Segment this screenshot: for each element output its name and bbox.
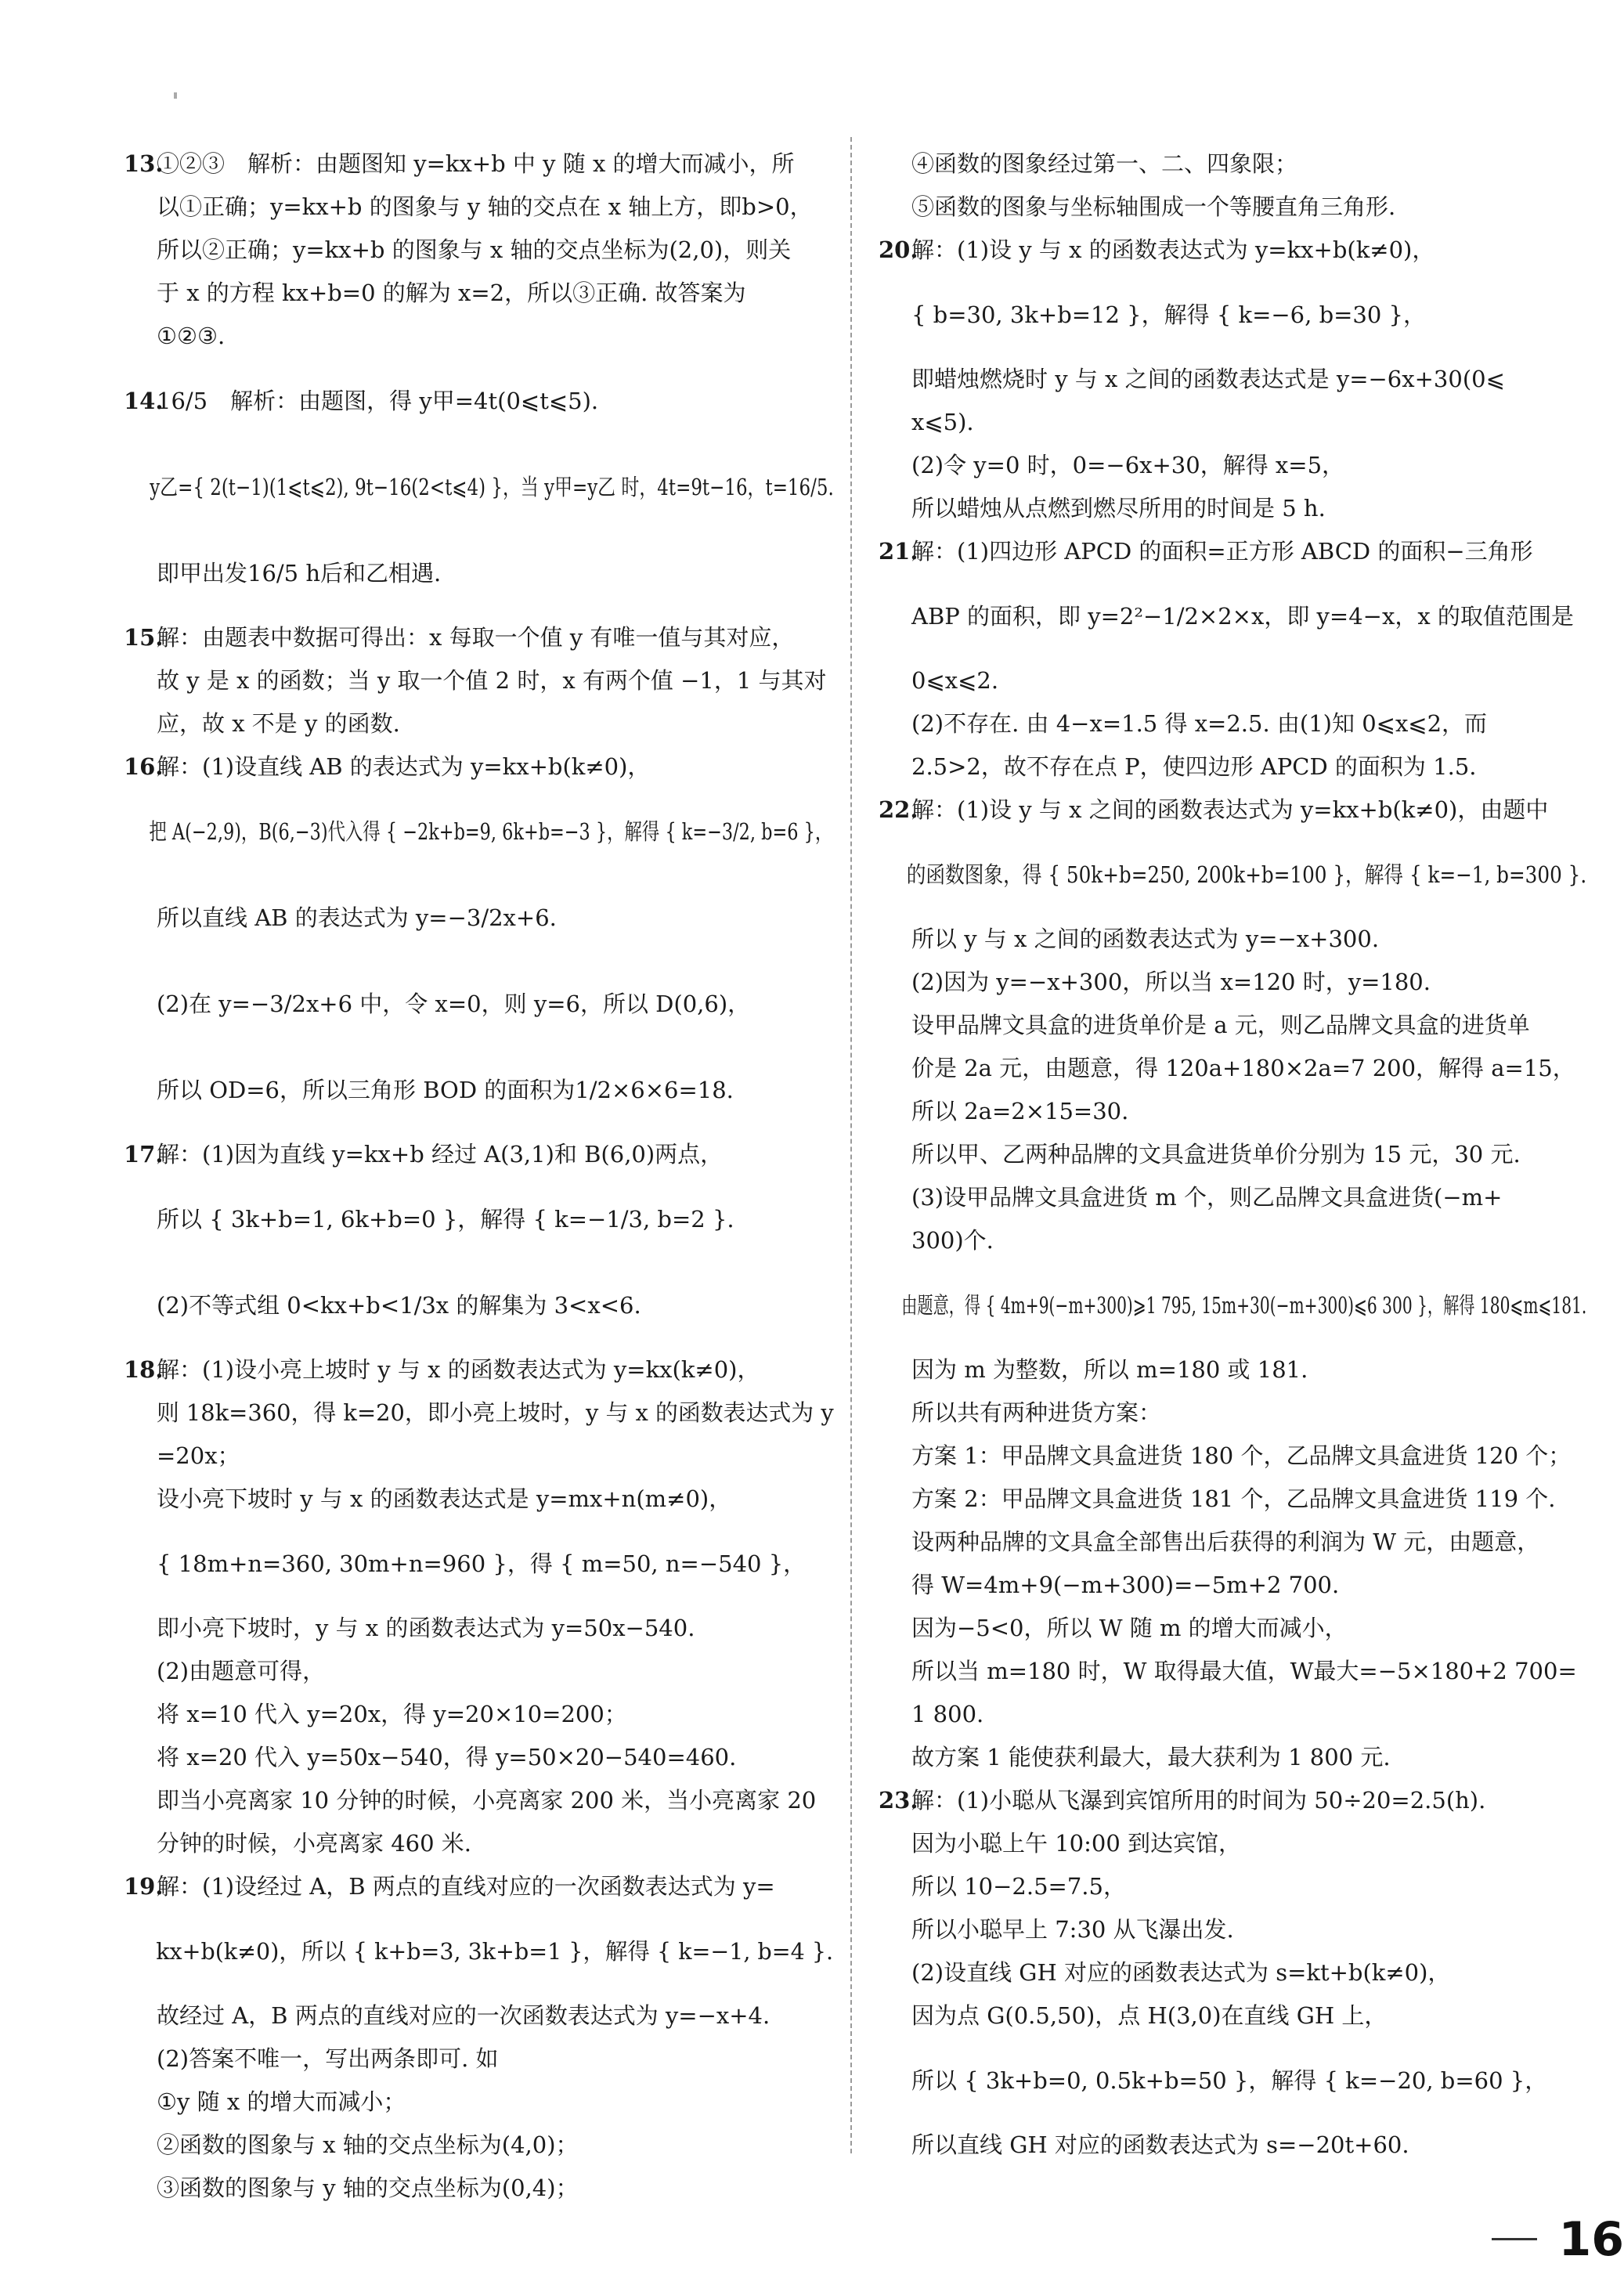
- solution-line: [879, 1564, 1586, 1607]
- problem-start-line: [879, 530, 1586, 573]
- column-divider: [850, 137, 852, 2153]
- problem-start-line: [124, 1865, 833, 1908]
- line-text: 分钟的时候，小亮离家 460 米.: [157, 1830, 472, 1857]
- line-text: (2)在 y=−3/2x+6 中，令 x=0，则 y=6，所以 D(0,6)，: [157, 990, 751, 1017]
- line-text: 所以蜡烛从点燃到燃尽所用的时间是 5 h.: [911, 495, 1326, 522]
- line-text: 所以小聪早上 7:30 从飞瀑出发.: [911, 1916, 1234, 1943]
- solution-line: [124, 2167, 833, 2210]
- solution-line: [124, 875, 833, 961]
- problem-number: 17.: [124, 1141, 164, 1168]
- line-text: ③函数的图象与 y 轴的交点坐标为(0,4)；: [157, 2175, 579, 2201]
- problem-number: 23.: [879, 1787, 918, 1814]
- solution-line: [124, 702, 833, 745]
- solution-line: [879, 1951, 1586, 1994]
- line-text: 因为−5<0，所以 W 随 m 的增大而减小，: [911, 1615, 1348, 1641]
- solution-line: [879, 444, 1586, 487]
- solution-line: [879, 1908, 1586, 1951]
- line-text: (2)因为 y=−x+300，所以当 x=120 时，y=180.: [911, 969, 1431, 995]
- line-text: 方案 2：甲品牌文具盒进货 181 个，乙品牌文具盒进货 119 个.: [911, 1485, 1556, 1512]
- solution-line: [879, 186, 1586, 229]
- solution-line: [124, 1908, 834, 1994]
- line-text: 把 A(−2,9)，B(6,−3)代入得 { −2k+b=9, 6k+b=−3 }，解得 { k=−3/2, b=6 }，: [149, 818, 833, 845]
- line-text: 故方案 1 能使获利最大，最大获利为 1 800 元.: [911, 1744, 1391, 1770]
- line-text: 所以 { 3k+b=0, 0.5k+b=50 }，解得 { k=−20, b=60 }，: [911, 2066, 1548, 2094]
- line-text: 即小亮下坡时，y 与 x 的函数表达式为 y=50x−540.: [157, 1615, 695, 1641]
- solution-line: [879, 1090, 1586, 1133]
- line-text: y乙={ 2(t−1)(1⩽t⩽2), 9t−16(2<t⩽4) }，当 y甲=y乙 时，4t=9t−16，t=16/5.: [150, 473, 834, 500]
- line-text: 所以 2a=2×15=30.: [911, 1098, 1129, 1124]
- line-text: 解：(1)设 y 与 x 的函数表达式为 y=kx+b(k≠0)，: [911, 236, 1435, 263]
- line-text: 因为点 G(0.5,50)，点 H(3,0)在直线 GH 上，: [911, 2002, 1388, 2029]
- line-text: ABP 的面积，即 y=2²−1/2×2×x，即 y=4−x，x 的取值范围是: [911, 602, 1574, 630]
- solution-line: [124, 1176, 833, 1262]
- solution-line: [124, 186, 833, 229]
- solution-line: [879, 1478, 1586, 1521]
- solution-line: [879, 487, 1586, 530]
- problem-number: 22.: [879, 796, 918, 823]
- solution-line: [879, 832, 1587, 918]
- line-text: 解：由题表中数据可得出：x 每取一个值 y 有唯一值与其对应，: [157, 624, 795, 651]
- solution-line: [124, 659, 833, 702]
- line-text: 设小亮下坡时 y 与 x 的函数表达式是 y=mx+n(m≠0)，: [157, 1485, 732, 1512]
- line-text: 所以直线 GH 对应的函数表达式为 s=−20t+60.: [911, 2131, 1409, 2158]
- problem-number: 13.: [124, 150, 164, 177]
- problem-start-line: [124, 358, 833, 444]
- solution-line: [124, 1521, 833, 1607]
- line-text: (2)设直线 GH 对应的函数表达式为 s=kt+b(k≠0)，: [911, 1959, 1451, 1986]
- solution-line: [879, 272, 1586, 358]
- line-text: ①y 随 x 的增大而减小；: [157, 2088, 406, 2115]
- line-text: 解：(1)设 y 与 x 之间的函数表达式为 y=kx+b(k≠0)，由题中: [911, 796, 1549, 823]
- line-text: 方案 1：甲品牌文具盒进货 180 个，乙品牌文具盒进货 120 个；: [911, 1442, 1572, 1469]
- line-text: 所以直线 AB 的表达式为 y=−3/2x+6.: [157, 904, 557, 931]
- line-text: 所以 OD=6，所以三角形 BOD 的面积为1/2×6×6=18.: [157, 1076, 734, 1103]
- problem-number: 18.: [124, 1356, 164, 1383]
- line-text: 以①正确；y=kx+b 的图象与 y 轴的交点在 x 轴上方，即b>0，: [157, 193, 813, 220]
- problem-start-line: [124, 1348, 833, 1391]
- problem-number: 16.: [124, 753, 164, 780]
- line-text: 故 y 是 x 的函数；当 y 取一个值 2 时，x 有两个值 −1，1 与其对: [157, 667, 827, 694]
- solution-line: [879, 1607, 1586, 1650]
- solution-line: [879, 1133, 1586, 1176]
- problem-start-line: [879, 229, 1586, 272]
- line-text: ④函数的图象经过第一、二、四象限；: [911, 150, 1298, 177]
- solution-line: [124, 1822, 833, 1865]
- solution-line: [879, 1650, 1586, 1693]
- page-number: 16: [1558, 2212, 1624, 2267]
- solution-line: [124, 2038, 833, 2081]
- line-text: 所以甲、乙两种品牌的文具盒进货单价分别为 15 元，30 元.: [911, 1141, 1521, 1168]
- line-text: 所以 { 3k+b=1, 6k+b=0 }，解得 { k=−1/3, b=2 }.: [157, 1205, 734, 1233]
- solution-line: [879, 573, 1586, 659]
- line-text: 1 800.: [911, 1701, 984, 1727]
- problem-start-line: [124, 616, 833, 659]
- solution-line: [124, 1650, 833, 1693]
- solution-line: [124, 961, 833, 1047]
- solution-line: [124, 444, 834, 530]
- solution-line: [124, 530, 833, 616]
- line-text: 所以 y 与 x 之间的函数表达式为 y=−x+300.: [911, 926, 1380, 952]
- line-text: 所以当 m=180 时，W 取得最大值，W最大=−5×180+2 700=: [911, 1658, 1577, 1684]
- line-text: 所以 10−2.5=7.5，: [911, 1873, 1126, 1900]
- problem-start-line: [879, 1779, 1586, 1822]
- line-text: 因为小聪上午 10:00 到达宾馆，: [911, 1830, 1242, 1857]
- line-text: 2.5>2，故不存在点 P，使四边形 APCD 的面积为 1.5.: [911, 753, 1477, 780]
- solution-line: [879, 143, 1586, 186]
- solution-line: [124, 1994, 833, 2038]
- line-text: 由题意，得 { 4m+9(−m+300)⩾1 795, 15m+30(−m+300)⩽6 300 }，解得 180⩽m⩽181.: [901, 1291, 1587, 1319]
- solution-line: [124, 1693, 833, 1736]
- solution-line: [879, 1435, 1586, 1478]
- line-text: 设两种品牌的文具盒全部售出后获得的利润为 W 元，由题意，: [911, 1529, 1540, 1555]
- problem-number: 21.: [879, 538, 918, 565]
- line-text: { b=30, 3k+b=12 }，解得 { k=−6, b=30 }，: [911, 301, 1427, 328]
- solution-line: [879, 1521, 1586, 1564]
- solution-line: [879, 1391, 1586, 1435]
- line-text: 得 W=4m+9(−m+300)=−5m+2 700.: [911, 1572, 1340, 1598]
- problem-start-line: [124, 1133, 833, 1176]
- line-text: 将 x=20 代入 y=50x−540，得 y=50×20−540=460.: [157, 1744, 737, 1770]
- solution-line: [124, 1779, 833, 1822]
- line-text: (2)不等式组 0<kx+b<1/3x 的解集为 3<x<6.: [157, 1291, 641, 1319]
- problem-start-line: [879, 789, 1586, 832]
- solution-line: [124, 1736, 833, 1779]
- line-text: { 18m+n=360, 30m+n=960 }，得 { m=50, n=−540 }，: [157, 1550, 807, 1577]
- solution-line: [124, 1607, 833, 1650]
- right-column: [879, 143, 1586, 2167]
- line-text: 解：(1)小聪从飞瀑到宾馆所用的时间为 50÷20=2.5(h).: [911, 1787, 1486, 1814]
- solution-line: [124, 789, 833, 875]
- solution-line: [124, 1478, 833, 1521]
- line-text: ①②③ 解析：由题图知 y=kx+b 中 y 随 x 的增大而减小，所: [157, 150, 795, 177]
- problem-number: 19.: [124, 1873, 164, 1900]
- solution-line: [879, 1865, 1586, 1908]
- line-text: ②函数的图象与 x 轴的交点坐标为(4,0)；: [157, 2131, 579, 2158]
- line-text: 0⩽x⩽2.: [911, 667, 999, 694]
- solution-line: [879, 1176, 1586, 1219]
- solution-line: [879, 2124, 1586, 2167]
- line-text: (2)由题意可得，: [157, 1658, 326, 1684]
- solution-line: [124, 229, 833, 272]
- line-text: 价是 2a 元，由题意，得 120a+180×2a=7 200，解得 a=15，: [911, 1055, 1575, 1081]
- line-text: 解：(1)设小亮上坡时 y 与 x 的函数表达式为 y=kx(k≠0)，: [157, 1356, 760, 1383]
- line-text: 则 18k=360，得 k=20，即小亮上坡时，y 与 x 的函数表达式为 y: [156, 1399, 834, 1426]
- problem-number: 15.: [124, 624, 164, 651]
- line-text: kx+b(k≠0)，所以 { k+b=3, 3k+b=1 }，解得 { k=−1, b=4 }.: [156, 1937, 834, 1965]
- line-text: 300)个.: [911, 1227, 994, 1254]
- line-text: 解：(1)四边形 APCD 的面积=正方形 ABCD 的面积−三角形: [911, 538, 1533, 565]
- problem-number: 20.: [879, 236, 918, 263]
- solution-line: [879, 702, 1586, 745]
- line-text: 即蜡烛燃烧时 y 与 x 之间的函数表达式是 y=−6x+30(0⩽: [911, 366, 1505, 392]
- problem-start-line: [124, 143, 833, 186]
- line-text: (2)不存在. 由 4−x=1.5 得 x=2.5. 由(1)知 0⩽x⩽2，而: [911, 710, 1488, 737]
- line-text: 即甲出发16/5 h后和乙相遇.: [157, 559, 442, 587]
- line-text: 应，故 x 不是 y 的函数.: [157, 710, 400, 737]
- solution-line: [879, 1047, 1586, 1090]
- solution-line: [879, 1994, 1586, 2038]
- solution-line: [124, 2124, 833, 2167]
- line-text: 设甲品牌文具盒的进货单价是 a 元，则乙品牌文具盒的进货单: [911, 1012, 1530, 1038]
- scan-mark: [174, 92, 177, 99]
- solution-line: [124, 1391, 834, 1435]
- solution-line: [879, 745, 1586, 789]
- line-text: 的函数图象，得 { 50k+b=250, 200k+b=100 }，解得 { k=−1, b=300 }.: [906, 861, 1587, 888]
- line-text: 因为 m 为整数，所以 m=180 或 181.: [911, 1356, 1308, 1383]
- line-text: 故经过 A，B 两点的直线对应的一次函数表达式为 y=−x+4.: [157, 2002, 770, 2029]
- solution-line: [879, 401, 1586, 444]
- solution-line: [879, 1822, 1586, 1865]
- line-text: ⑤函数的图象与坐标轴围成一个等腰直角三角形.: [911, 193, 1396, 220]
- solution-line: [124, 315, 833, 358]
- line-text: (2)令 y=0 时，0=−6x+30，解得 x=5，: [911, 452, 1345, 478]
- problem-number: 14.: [124, 387, 164, 414]
- solution-line: [879, 1693, 1586, 1736]
- line-text: 解：(1)设经过 A，B 两点的直线对应的一次函数表达式为 y=: [157, 1873, 775, 1900]
- problem-start-line: [124, 745, 833, 789]
- line-text: (2)答案不唯一，写出两条即可. 如: [157, 2045, 499, 2072]
- solution-line: [124, 1047, 833, 1133]
- solution-line: [879, 659, 1586, 702]
- left-column: [124, 143, 833, 2210]
- line-text: 即当小亮离家 10 分钟的时候，小亮离家 200 米，当小亮离家 20: [157, 1787, 817, 1814]
- solution-line: [879, 961, 1586, 1004]
- line-text: (3)设甲品牌文具盒进货 m 个，则乙品牌文具盒进货(−m+: [911, 1184, 1503, 1211]
- line-text: 将 x=10 代入 y=20x，得 y=20×10=200；: [157, 1701, 627, 1727]
- solution-line: [124, 272, 833, 315]
- line-text: 解：(1)设直线 AB 的表达式为 y=kx+b(k≠0)，: [157, 753, 651, 780]
- line-text: =20x；: [157, 1442, 240, 1469]
- line-text: 于 x 的方程 kx+b=0 的解为 x=2，所以③正确. 故答案为: [157, 280, 746, 306]
- solution-line: [879, 1262, 1587, 1348]
- line-text: x⩽5).: [911, 409, 974, 435]
- line-text: ①②③.: [157, 323, 226, 349]
- solution-line: [879, 358, 1586, 401]
- line-text: 所以共有两种进货方案：: [911, 1399, 1162, 1426]
- solution-line: [879, 1348, 1586, 1391]
- solution-line: [879, 1736, 1586, 1779]
- solution-line: [124, 2081, 833, 2124]
- solution-line: [124, 1435, 833, 1478]
- line-text: 16/5 解析：由题图，得 y甲=4t(0⩽t⩽5).: [157, 387, 599, 414]
- solution-line: [879, 2038, 1586, 2124]
- line-text: 解：(1)因为直线 y=kx+b 经过 A(3,1)和 B(6,0)两点，: [157, 1141, 724, 1168]
- line-text: 所以②正确；y=kx+b 的图象与 x 轴的交点坐标为(2,0)，则关: [157, 236, 792, 263]
- solution-line: [879, 918, 1586, 961]
- solution-line: [879, 1219, 1586, 1262]
- solution-line: [124, 1262, 833, 1348]
- solution-line: [879, 1004, 1586, 1047]
